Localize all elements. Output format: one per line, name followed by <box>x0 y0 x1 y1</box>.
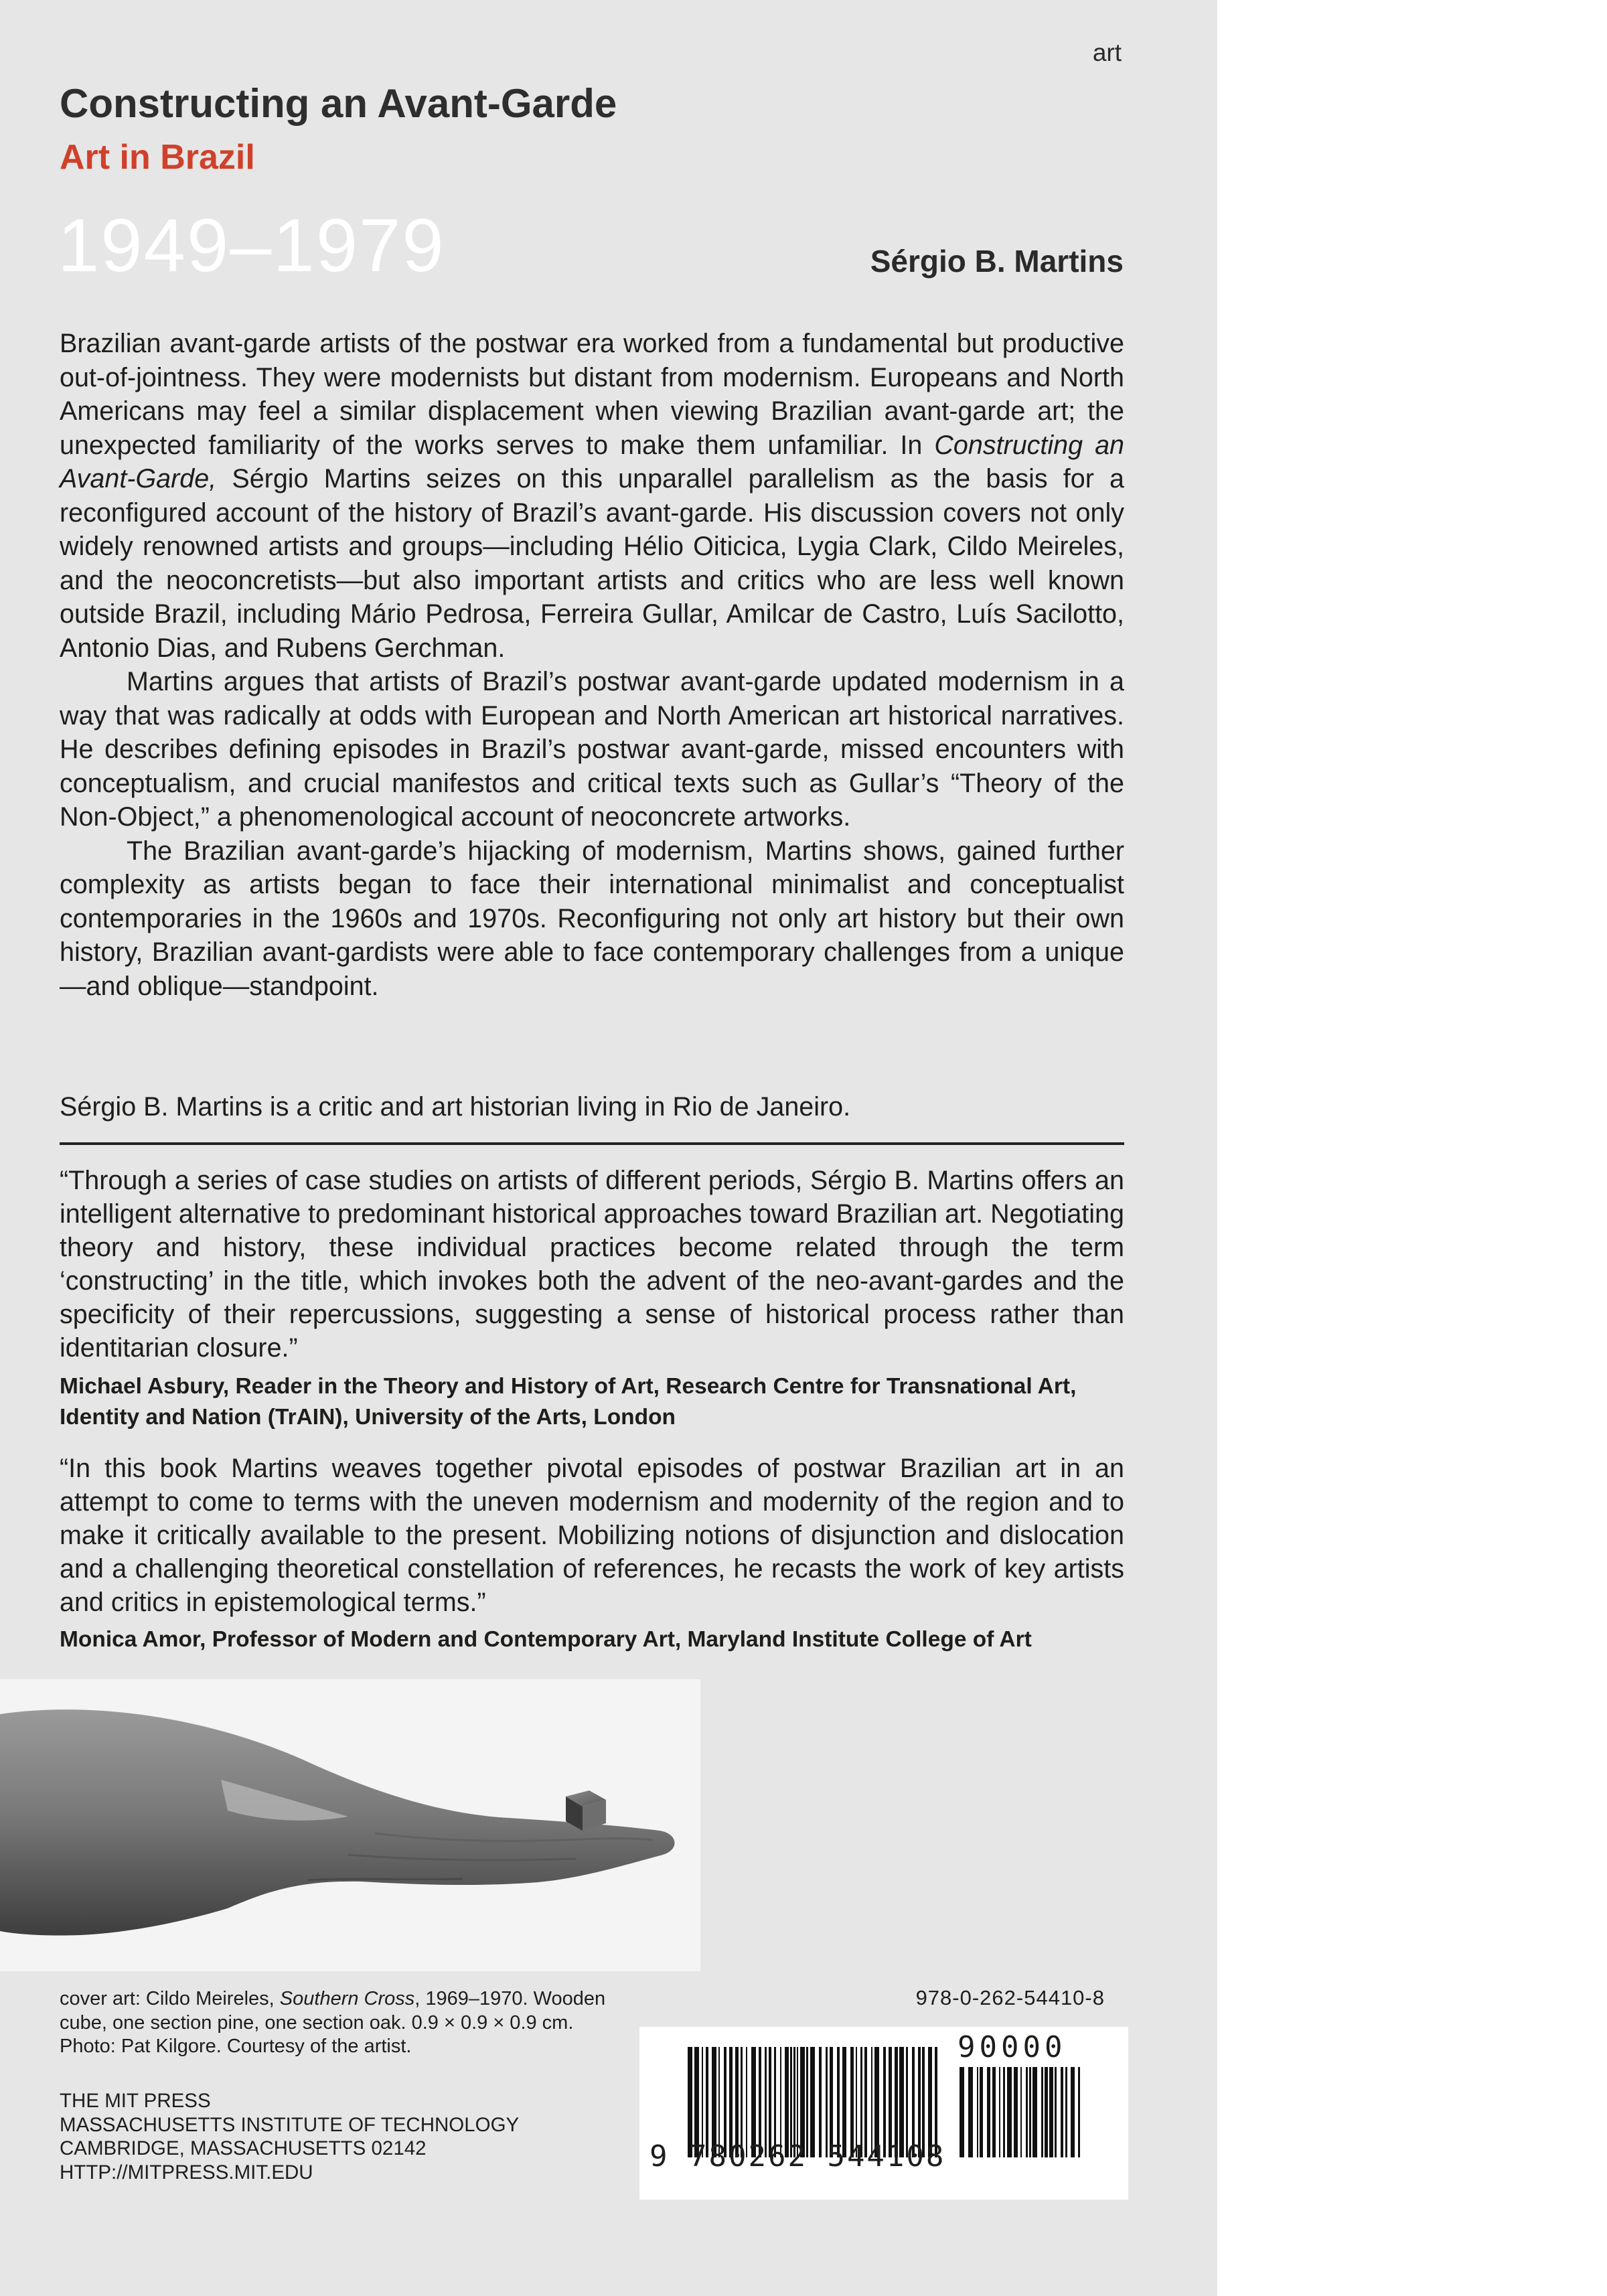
description-paragraph-3: The Brazilian avant-garde’s hijacking of modernism, Martins shows, gained further complexity as artists began to face their international minimalist and conceptualist contemporaries in the 1960s and 1970s. Reconfiguring not only art history but their own history, Brazilian avant-gardists were able to face contemporary challenges from a unique—and oblique—standpoint. <box>60 836 1124 1001</box>
description-paragraph-1: Brazilian avant-garde artists of the postwar era worked from a fundamental but productive out-of-jointness. They were modernists but distant from modernism. Europeans and North Americans may feel a similar displacement when viewing Brazilian avant-garde art; the unexpected familiarity of the works serves to make them unfamiliar. In Constructing an Avant-Garde, Sérgio Martins seizes on this unparallel parallelism as the basis for a reconfigured account of the history of Brazil’s avant-garde. His discussion covers not only widely renowned artists and groups—including Hélio Oiticica, Lygia Clark, Cildo Meireles, and the neoconcretists—but also important artists and critics who are less well known outside Brazil, including Mário Pedrosa, Ferreira Gullar, Amilcar de Castro, Luís Sacilotto, Antonio Dias, and Rubens Gerchman. <box>60 329 1125 663</box>
blurb-attribution-1: Michael Asbury, Reader in the Theory and History of Art, Research Centre for Transnational Art, Identity and Nation (TrAIN), University of the Arts, London <box>60 1374 1077 1430</box>
divider-rule <box>60 1142 1124 1145</box>
publisher-block <box>60 2089 519 2184</box>
blurb-quote-2: “In this book Martins weaves together pivotal episodes of postwar Brazilian art in an attempt to come to terms with the uneven modernism and modernity of the region and to make it critically available to the present. Mobilizing notions of disjunction and dislocation and a challenging theoretical constellation of references, he recasts the work of key artists and critics in epistemological terms.” <box>60 1454 1124 1617</box>
book-title-italic: Constructing an Avant-Garde, <box>60 430 1125 493</box>
publisher-address: CAMBRIDGE, MASSACHUSETTS 02142 <box>60 2137 427 2159</box>
blurb-attribution-2: Monica Amor, Professor of Modern and Contemporary Art, Maryland Institute College of Art <box>60 1627 1032 1652</box>
book-years: 1949–1979 <box>58 204 445 287</box>
book-title: Constructing an Avant-Garde <box>60 81 617 126</box>
description-paragraph-2: Martins argues that artists of Brazil’s postwar avant-garde updated modernism in a way that was radically at odds with European and North American art historical narratives. He describes defining episodes in Brazil’s postwar avant-garde, missed encounters with conceptualism, and crucial manifestos and critical texts such as Gullar’s “Theory of the Non-Object,” a phenomenological account of neoconcrete artworks. <box>60 667 1124 832</box>
cover-art-credit: cover art: Cildo Meireles, Southern Cross, 1969–1970. Wooden cube, one section pine, one section oak. 0.9 × 0.9 × 0.9 cm. Photo: Pat Kilgore. Courtesy of the artist. <box>60 1988 606 2057</box>
book-subtitle: Art in Brazil <box>60 138 255 177</box>
publisher-name: THE MIT PRESS <box>60 2090 211 2112</box>
barcode-group-2: 544108 <box>827 2139 946 2173</box>
barcode-digits <box>649 2139 945 2173</box>
wooden-cube <box>566 1790 606 1831</box>
cover-art-photo <box>0 1679 700 1971</box>
blurb-quote-1: “Through a series of case studies on artists of different periods, Sérgio B. Martins offers an intelligent alternative to predominant historical approaches toward Brazilian art. Negotiating theory and history, these individual practices become related through the term ‘constructing’ in the title, which invokes both the advent of the neo-avant-gardes and the specificity of their repercussions, suggesting a sense of historical process rather than identitarian closure.” <box>60 1166 1124 1363</box>
artwork-title: Southern Cross <box>279 1988 415 2009</box>
isbn-text: 978-0-262-54410-8 <box>915 1986 1105 2009</box>
publisher-url[interactable]: HTTP://MITPRESS.MIT.EDU <box>60 2161 313 2184</box>
hand-with-cube-image <box>0 1679 700 1971</box>
barcode-group-1: 780262 <box>689 2139 808 2173</box>
barcode-lead-digit: 9 <box>649 2139 670 2173</box>
author-name: Sérgio B. Martins <box>870 244 1124 279</box>
category-label: art <box>1092 39 1122 66</box>
publisher-institution: MASSACHUSETTS INSTITUTE OF TECHNOLOGY <box>60 2113 520 2136</box>
book-description <box>60 327 1124 1003</box>
barcode-price-code: 90000 <box>958 2030 1067 2064</box>
author-bio: Sérgio B. Martins is a critic and art historian living in Rio de Janeiro. <box>60 1092 851 1122</box>
